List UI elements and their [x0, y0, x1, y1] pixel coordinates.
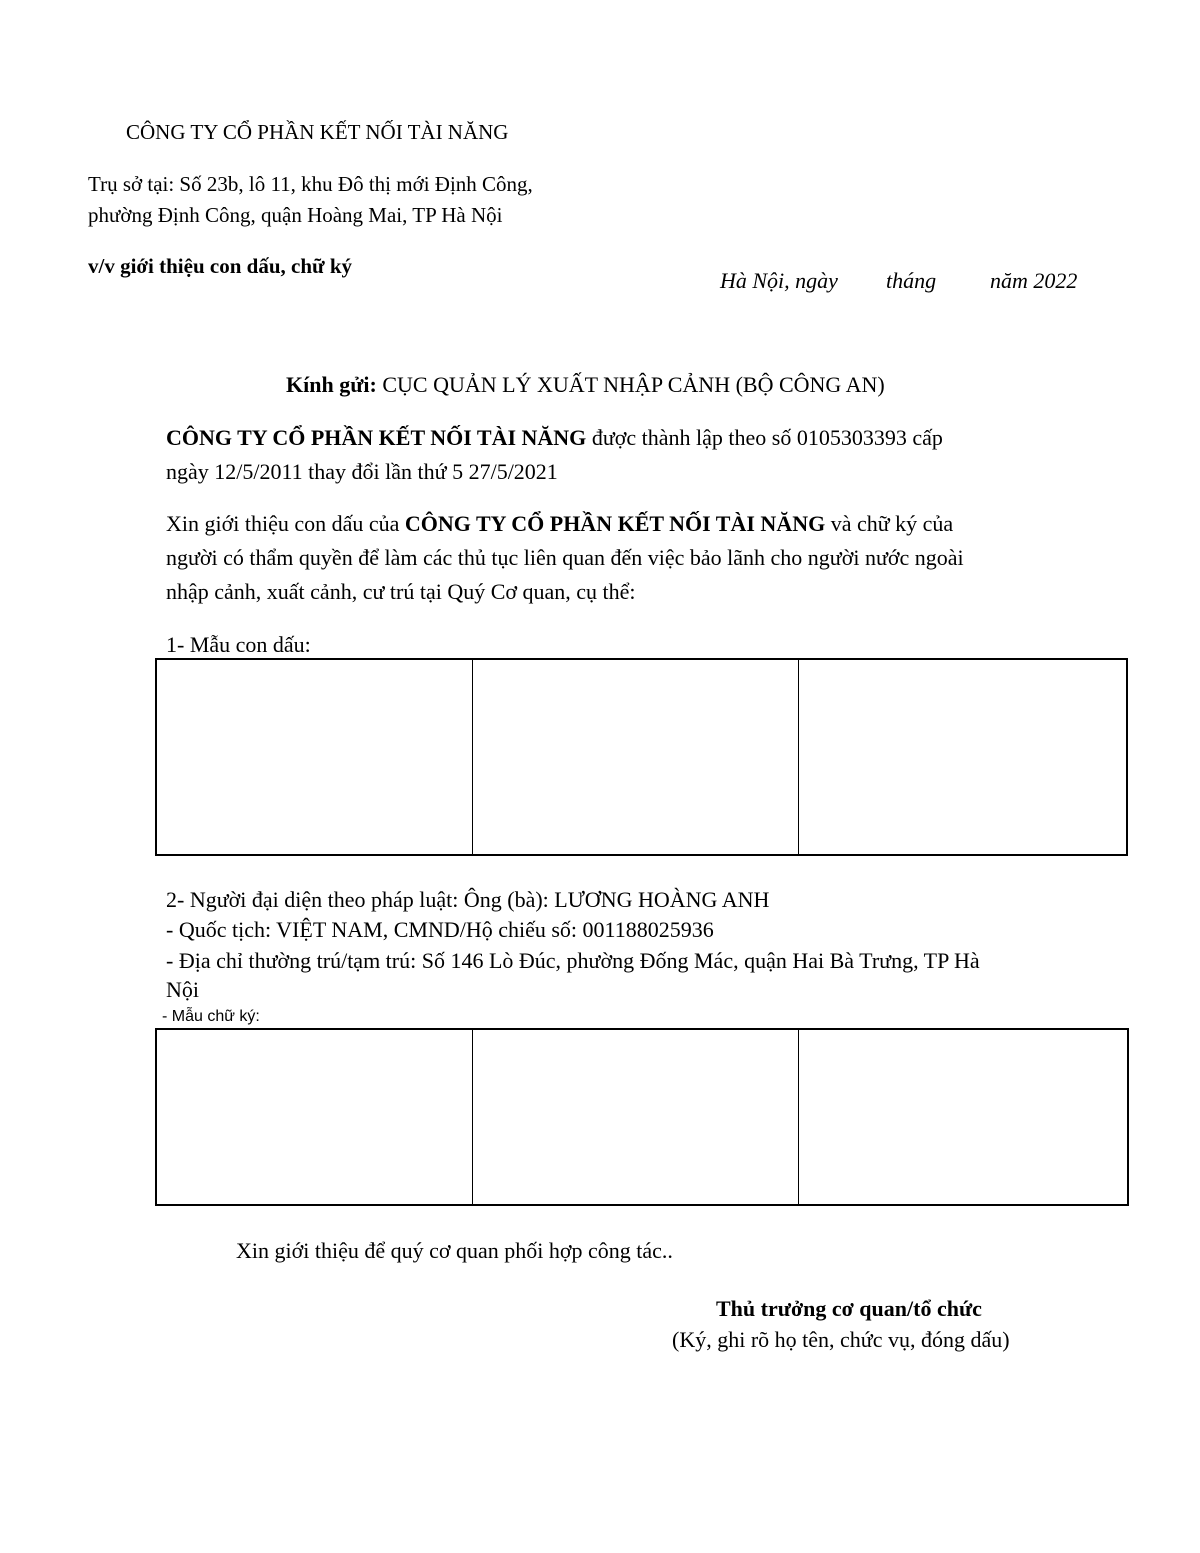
paragraph-2-end: và chữ ký của: [825, 511, 954, 536]
seal-cell: [157, 660, 473, 854]
closing-line: Xin giới thiệu để quý cơ quan phối hợp công tác..: [236, 1238, 673, 1263]
date-month: tháng: [886, 268, 937, 293]
residence-line-1: - Địa chỉ thường trú/tạm trú: Số 146 Lò Đúc, phường Đống Mác, quận Hai Bà Trưng, TP Hà: [166, 948, 980, 973]
signature-cell: [799, 1030, 1127, 1204]
paragraph-1-line-2: ngày 12/5/2011 thay đổi lần thứ 5 27/5/2021: [166, 459, 558, 484]
paragraph-1-line-1: [166, 425, 943, 451]
signature-sample-label: - Mẫu chữ ký:: [162, 1008, 260, 1025]
representative-line: 2- Người đại diện theo pháp luật: Ông (bà): LƯƠNG HOÀNG ANH: [166, 887, 770, 912]
address-line-2: phường Định Công, quận Hoàng Mai, TP Hà Nội: [88, 203, 503, 227]
paragraph-2-company: CÔNG TY CỔ PHẦN KẾT NỐI TÀI NĂNG: [404, 511, 826, 536]
seal-sample-table: [155, 658, 1128, 856]
address-line-1: Trụ sở tại: Số 23b, lô 11, khu Đô thị mới Định Công,: [88, 172, 533, 196]
seal-cell: [799, 660, 1126, 854]
addressee-label: Kính gửi:: [286, 372, 377, 397]
date-year: năm 2022: [990, 268, 1078, 293]
seal-sample-label: 1- Mẫu con dấu:: [166, 632, 311, 657]
paragraph-2-line-1: [166, 511, 953, 537]
signature-block-note: (Ký, ghi rõ họ tên, chức vụ, đóng dấu): [672, 1327, 1010, 1352]
addressee-line: [286, 372, 885, 398]
paragraph-2-start: Xin giới thiệu con dấu của: [166, 511, 405, 536]
signature-cell: [473, 1030, 799, 1204]
company-name-header: CÔNG TY CỔ PHẦN KẾT NỐI TÀI NĂNG: [126, 120, 509, 144]
seal-cell: [473, 660, 799, 854]
signature-sample-table: [155, 1028, 1129, 1206]
paragraph-2-line-2: người có thẩm quyền để làm các thủ tục liên quan đến việc bảo lãnh cho người nước ngoài: [166, 545, 964, 570]
addressee-recipient: CỤC QUẢN LÝ XUẤT NHẬP CẢNH (BỘ CÔNG AN): [382, 372, 885, 397]
subject-line: v/v giới thiệu con dấu, chữ ký: [88, 254, 353, 278]
signature-block-title: Thủ trưởng cơ quan/tổ chức: [716, 1296, 982, 1321]
signature-cell: [157, 1030, 473, 1204]
residence-line-2: Nội: [166, 977, 199, 1002]
paragraph-2-line-3: nhập cảnh, xuất cảnh, cư trú tại Quý Cơ quan, cụ thể:: [166, 579, 636, 604]
paragraph-1-rest: được thành lập theo số 0105303393 cấp: [586, 425, 943, 450]
paragraph-1-company: CÔNG TY CỔ PHẦN KẾT NỐI TÀI NĂNG: [166, 425, 587, 450]
date-place: Hà Nội, ngày: [720, 268, 838, 293]
nationality-line: - Quốc tịch: VIỆT NAM, CMND/Hộ chiếu số: 001188025936: [166, 917, 714, 942]
